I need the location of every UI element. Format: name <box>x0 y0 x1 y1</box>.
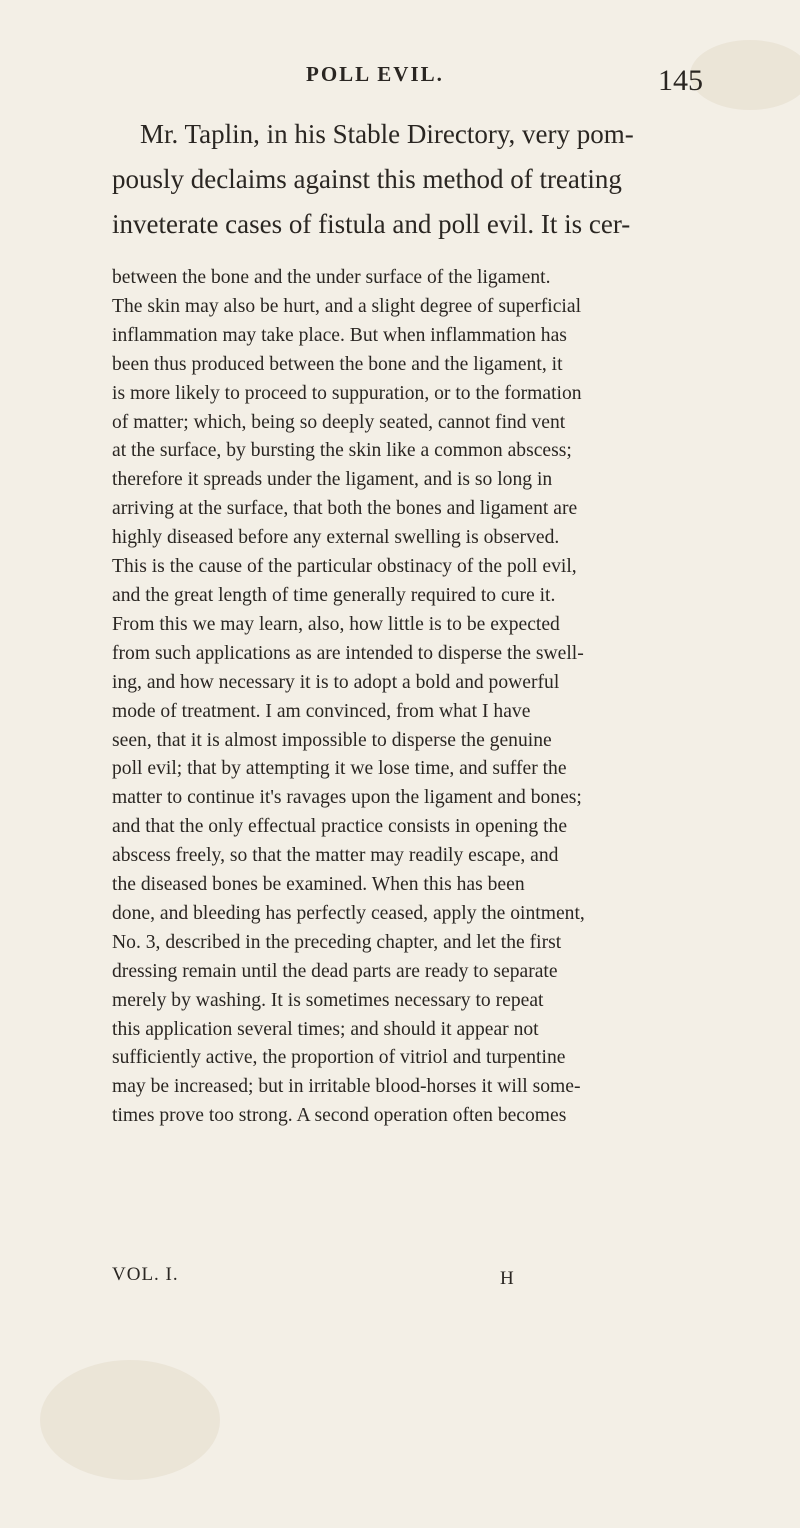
body-line: times prove too strong. A second operation often becomes <box>112 1105 567 1127</box>
body-line: at the surface, by bursting the skin like a common abscess; <box>112 440 572 462</box>
body-line: This is the cause of the particular obstinacy of the poll evil, <box>112 556 577 578</box>
body-line: mode of treatment. I am convinced, from what I have <box>112 700 531 722</box>
lead-line: Mr. Taplin, in his Stable Directory, very pom- <box>140 119 634 149</box>
body-line: No. 3, described in the preceding chapter, and let the first <box>112 931 562 953</box>
body-line: the diseased bones be examined. When this has been <box>112 874 525 896</box>
body-line: matter to continue it's ravages upon the ligament and bones; <box>112 787 582 809</box>
running-head <box>0 62 800 102</box>
body-line: inflammation may take place. But when inflammation has <box>112 324 567 346</box>
body-line: dressing remain until the dead parts are ready to separate <box>112 960 558 982</box>
volume-label: VOL. I. <box>112 1264 179 1285</box>
body-line: and that the only effectual practice consists in opening the <box>112 816 568 838</box>
body-line: merely by washing. It is sometimes necessary to repeat <box>112 989 544 1011</box>
body-line: between the bone and the under surface of the ligament. <box>112 267 551 288</box>
body-line: abscess freely, so that the matter may readily escape, and <box>112 845 559 867</box>
body-line: The skin may also be hurt, and a slight degree of superficial <box>112 295 582 317</box>
body-line: highly diseased before any external swelling is observed. <box>112 527 560 549</box>
body-line: From this we may learn, also, how little is to be expected <box>112 613 560 635</box>
page-number: 145 <box>658 64 703 97</box>
body-line: therefore it spreads under the ligament, and is so long in <box>112 469 553 491</box>
body-line: sufficiently active, the proportion of vitriol and turpentine <box>112 1047 566 1069</box>
lead-line: inveterate cases of fistula and poll evil. It is cer- <box>112 209 631 239</box>
page-footer <box>112 1264 632 1294</box>
body-line: arriving at the surface, that both the bones and ligament are <box>112 498 578 520</box>
body-paragraph <box>112 264 762 1131</box>
body-line: may be increased; but in irritable blood-horses it will some- <box>112 1076 581 1098</box>
running-title: POLL EVIL. <box>306 62 444 86</box>
signature-mark: H <box>500 1268 514 1289</box>
body-line: from such applications as are intended to disperse the swell- <box>112 642 584 664</box>
body-line: of matter; which, being so deeply seated, cannot find vent <box>112 411 566 433</box>
body-line: been thus produced between the bone and the ligament, it <box>112 353 563 375</box>
body-line: this application several times; and should it appear not <box>112 1018 539 1040</box>
paper-stain <box>40 1360 220 1480</box>
body-line: is more likely to proceed to suppuration, or to the formation <box>112 382 582 404</box>
body-line: and the great length of time generally required to cure it. <box>112 584 556 606</box>
lead-paragraph <box>112 112 732 247</box>
body-line: poll evil; that by attempting it we lose time, and suffer the <box>112 758 567 780</box>
body-line: done, and bleeding has perfectly ceased, apply the ointment, <box>112 902 585 924</box>
lead-line: pously declaims against this method of treating <box>112 164 622 194</box>
body-line: ing, and how necessary it is to adopt a bold and powerful <box>112 671 560 693</box>
body-line: seen, that it is almost impossible to disperse the genuine <box>112 729 552 751</box>
